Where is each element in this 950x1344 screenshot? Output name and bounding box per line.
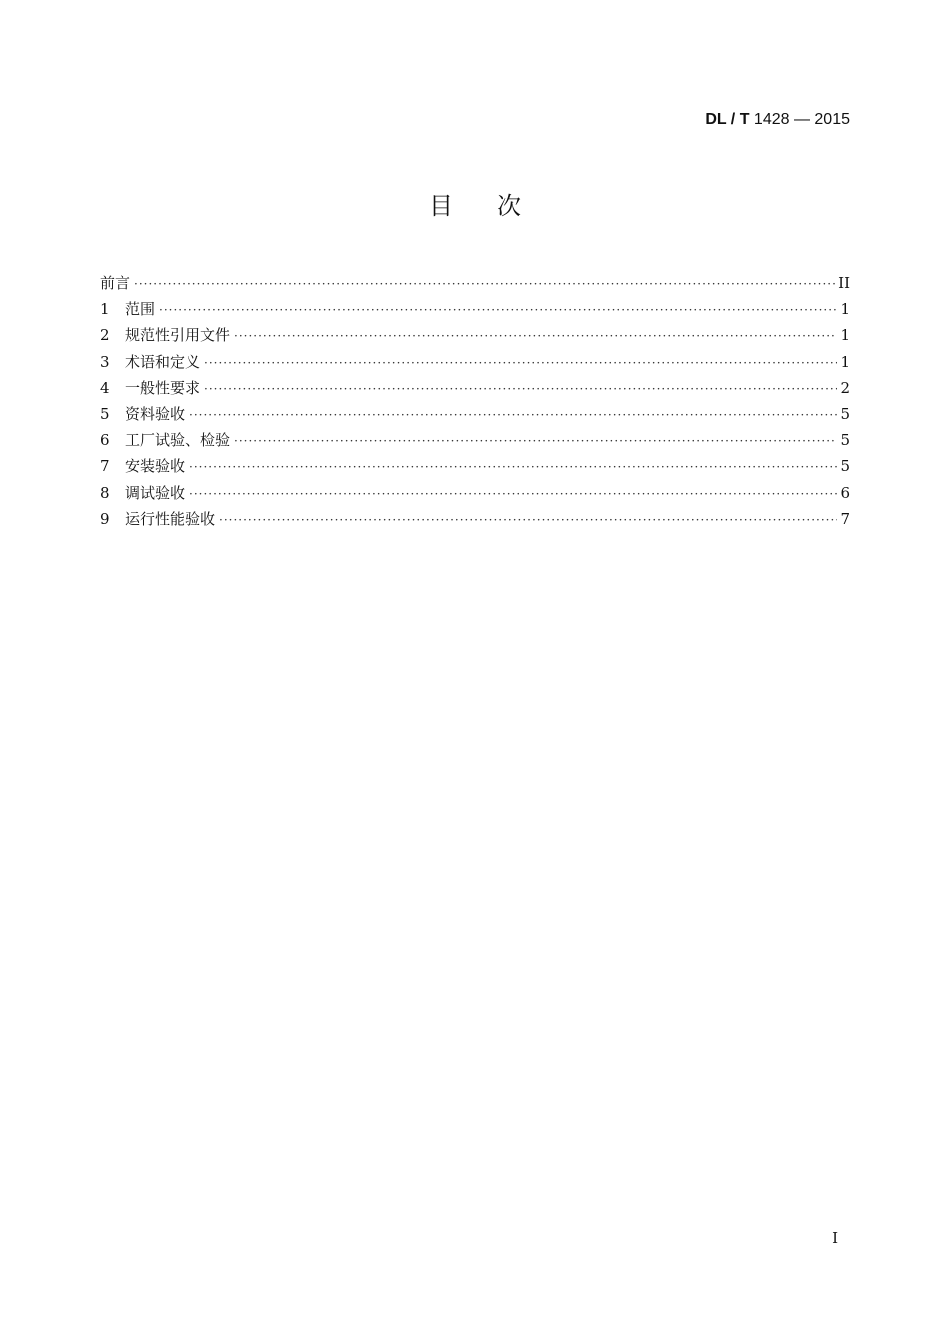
toc-item-1[interactable]	[100, 298, 850, 324]
toc-item-6[interactable]	[100, 429, 850, 455]
page-number: I	[832, 1229, 838, 1247]
toc-item-number: 7	[100, 457, 110, 476]
toc-leader-dots	[189, 456, 837, 478]
toc-item-page: II	[838, 274, 850, 292]
toc-item-label: 规范性引用文件	[125, 326, 231, 345]
toc-item-7[interactable]	[100, 455, 850, 481]
toc-item-label: 前言	[100, 274, 131, 292]
toc-item-number: 2	[100, 326, 110, 345]
toc-leader-dots	[234, 325, 837, 347]
toc-item-label: 范围	[125, 300, 156, 319]
toc-item-page: 5	[840, 457, 850, 476]
toc-item-page: 1	[840, 352, 850, 371]
toc-item-page: 1	[840, 326, 850, 345]
table-of-contents	[100, 272, 850, 534]
toc-item-label: 工厂试验、检验	[125, 431, 231, 450]
toc-item-label: 安装验收	[125, 457, 186, 476]
toc-item-label: 一般性要求	[125, 378, 201, 397]
toc-item-number: 9	[100, 509, 110, 528]
standard-code	[705, 110, 850, 130]
toc-item-page: 7	[840, 509, 850, 528]
toc-item-label: 资料验收	[125, 404, 186, 423]
toc-item-page: 6	[840, 483, 850, 502]
toc-leader-dots	[219, 509, 837, 531]
toc-leader-dots	[189, 483, 837, 505]
toc-item-number: 8	[100, 483, 110, 502]
toc-item-page: 5	[840, 431, 850, 450]
toc-item-4[interactable]	[100, 377, 850, 403]
toc-leader-dots	[204, 352, 837, 374]
toc-item-number: 6	[100, 431, 110, 450]
toc-item-3[interactable]	[100, 351, 850, 377]
toc-item-label: 术语和定义	[125, 352, 201, 371]
toc-item-5[interactable]	[100, 403, 850, 429]
toc-leader-dots	[159, 299, 837, 321]
toc-item-number: 3	[100, 352, 110, 371]
standard-code-number: 1428 — 2015	[753, 111, 850, 128]
toc-item-label: 调试验收	[125, 483, 186, 502]
page-title: 目次	[429, 192, 565, 220]
standard-code-prefix: DL / T	[705, 111, 750, 128]
toc-item-page: 1	[840, 300, 850, 319]
toc-item-label: 运行性能验收	[125, 509, 216, 528]
toc-leader-dots	[189, 404, 837, 426]
toc-leader-dots	[134, 273, 835, 295]
toc-item-page: 5	[840, 404, 850, 423]
toc-item-foreword[interactable]	[100, 272, 850, 298]
toc-item-page: 2	[840, 378, 850, 397]
toc-item-number: 1	[100, 300, 110, 319]
toc-leader-dots	[204, 378, 837, 400]
toc-leader-dots	[234, 430, 837, 452]
toc-item-number: 5	[100, 404, 110, 423]
toc-item-8[interactable]	[100, 482, 850, 508]
toc-item-number: 4	[100, 378, 110, 397]
toc-item-9[interactable]	[100, 508, 850, 534]
toc-item-2[interactable]	[100, 324, 850, 350]
